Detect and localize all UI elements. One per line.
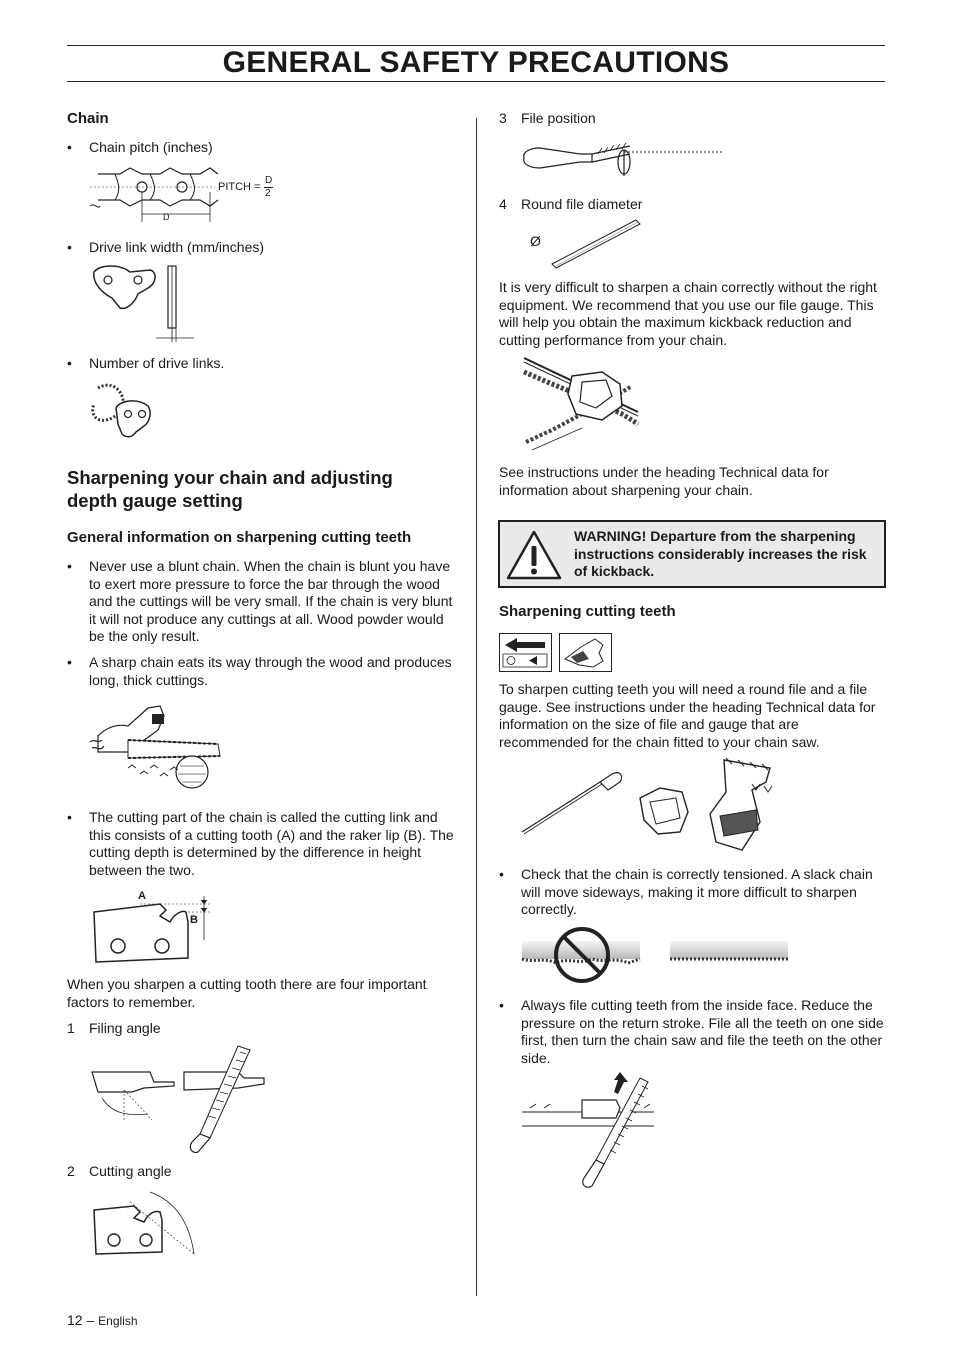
chain-pitch-illustration [90, 162, 280, 224]
bullet-line: pressure on the return stroke. File all the teeth on one side [521, 1014, 884, 1031]
page-footer [67, 1312, 138, 1328]
bullet-dot: • [67, 139, 72, 155]
general-info-heading: General information on sharpening cutting teeth [67, 529, 412, 546]
warning-line: WARNING! Departure from the sharpening [574, 528, 856, 544]
column-divider [476, 118, 477, 1296]
diameter-symbol: Ø [530, 233, 541, 249]
four-factors-line2: factors to remember. [67, 993, 196, 1010]
bullet-line: be the only result. [89, 628, 200, 644]
pitch-d-label: D [163, 212, 170, 222]
bullet-line: between the two. [89, 861, 195, 878]
bullet-dot: • [67, 558, 72, 574]
equipment-para-line1: It is very difficult to sharpen a chain correctly without the right [499, 279, 877, 295]
factor3-label: File position [521, 110, 596, 126]
bullet-line: Check that the chain is correctly tensioned. A slack chain [521, 866, 873, 882]
drive-link-illustration [90, 262, 200, 344]
label-b: B [190, 914, 198, 926]
bullet-dot: • [499, 866, 504, 882]
chain-coil-illustration [88, 378, 168, 444]
bullet-dot: • [67, 355, 72, 371]
factor4-number: 4 [499, 196, 507, 212]
bullet-line: to exert more pressure to force the bar through the wood [89, 575, 440, 592]
bullet-line: it will not produce any cuttings at all. Wood powder would [89, 610, 444, 627]
bullet-line: will move sideways, making it more difficult to sharpen [521, 883, 857, 900]
bullet-dot: • [67, 239, 72, 255]
chain-tension-comparison [520, 925, 792, 987]
factor2-number: 2 [67, 1163, 75, 1179]
bullet-text: Chain pitch (inches) [89, 139, 213, 155]
bullet-line: this consists of a cutting tooth (A) and the raker lip (B). The [89, 826, 454, 843]
bullet-line: side. [521, 1049, 551, 1066]
see-instructions-line2: information about sharpening your chain. [499, 481, 753, 498]
bullet-dot: • [67, 654, 72, 670]
bullet-file-inside-face [499, 997, 889, 1069]
file-and-gauges-illustration [520, 758, 792, 856]
round-file-para-line2: gauge. See instructions under the heading Technical data for [499, 698, 876, 715]
see-instructions-line1: See instructions under the heading Technical data for [499, 464, 829, 480]
bullet-text: Drive link width (mm/inches) [89, 239, 265, 255]
sharpening-teeth-heading: Sharpening cutting teeth [499, 603, 676, 620]
pitch-label: PITCH = [218, 181, 261, 193]
bullet-line: cutting depth is determined by the difference in height [89, 844, 422, 860]
page-title: GENERAL SAFETY PRECAUTIONS [222, 46, 730, 79]
bullet-line: long, thick cuttings. [89, 671, 209, 688]
warning-text [574, 528, 882, 581]
round-file-para-line4: recommended for the chain fitted to your chain saw. [499, 733, 820, 750]
pitch-denominator: 2 [265, 188, 271, 199]
round-file-para-line1: To sharpen cutting teeth you will need a round file and a file [499, 681, 868, 697]
file-inside-face-illustration [520, 1068, 660, 1194]
bullet-cutting-part [67, 809, 467, 881]
label-a: A [138, 890, 146, 902]
cutting-link-illustration [90, 900, 216, 966]
factor4-label: Round file diameter [521, 196, 643, 212]
factor1-label: Filing angle [89, 1020, 161, 1036]
sharpening-symbol-icons [499, 633, 613, 673]
bullet-line: Always file cutting teeth from the inside face. Reduce the [521, 997, 873, 1013]
bullet-chain-tension [499, 866, 889, 920]
bullet-sharp-chain [67, 654, 467, 690]
factor1-number: 1 [67, 1020, 75, 1036]
warning-line: of kickback. [574, 563, 655, 579]
file-position-illustration [520, 132, 730, 184]
bullet-line: and the cuttings will be very small. If the chain is very blunt [89, 593, 453, 609]
bullet-line: A sharp chain eats its way through the wood and produces [89, 654, 452, 670]
warning-line: instructions considerably increases the risk [574, 545, 867, 562]
file-gauge-on-chain-illustration [522, 354, 640, 454]
bullet-dot: • [67, 809, 72, 825]
sharpening-heading-line1: Sharpening your chain and adjusting [67, 467, 393, 488]
warning-triangle-icon [506, 528, 562, 580]
cutting-angle-illustration [90, 1186, 200, 1258]
sharpening-heading-line2: depth gauge setting [67, 490, 243, 511]
four-factors-line1: When you sharpen a cutting tooth there are four important [67, 976, 427, 992]
equipment-para-line4: cutting performance from your chain. [499, 331, 727, 348]
factor3-number: 3 [499, 110, 507, 126]
equipment-para-line3: will help you obtain the maximum kickback reduction and [499, 314, 852, 330]
bullet-blunt-chain [67, 558, 467, 648]
saw-cutting-illustration [88, 696, 228, 790]
bullet-line: The cutting part of the chain is called the cutting link and [89, 809, 438, 825]
page-number: 12 – [67, 1312, 95, 1328]
filing-angle-illustration [88, 1042, 278, 1154]
bullet-text: Number of drive links. [89, 355, 225, 371]
header-rule-bottom [67, 81, 885, 82]
pitch-numerator: D [265, 175, 273, 186]
footer-language: English [98, 1314, 138, 1328]
warning-box [498, 520, 886, 588]
factor2-label: Cutting angle [89, 1163, 172, 1179]
up-arrow-icon [614, 1072, 628, 1094]
bullet-line: first, then turn the chain saw and file the teeth on the other [521, 1032, 883, 1048]
chain-heading: Chain [67, 110, 109, 127]
round-file-para-line3: information on the size of file and gauge that are [499, 716, 799, 732]
bullet-dot: • [499, 997, 504, 1013]
round-file-illustration [550, 218, 650, 268]
bullet-line: correctly. [521, 901, 577, 917]
bullet-line: Never use a blunt chain. When the chain is blunt you have [89, 558, 451, 574]
equipment-para-line2: equipment. We recommend that you use our file gauge. This [499, 296, 874, 313]
